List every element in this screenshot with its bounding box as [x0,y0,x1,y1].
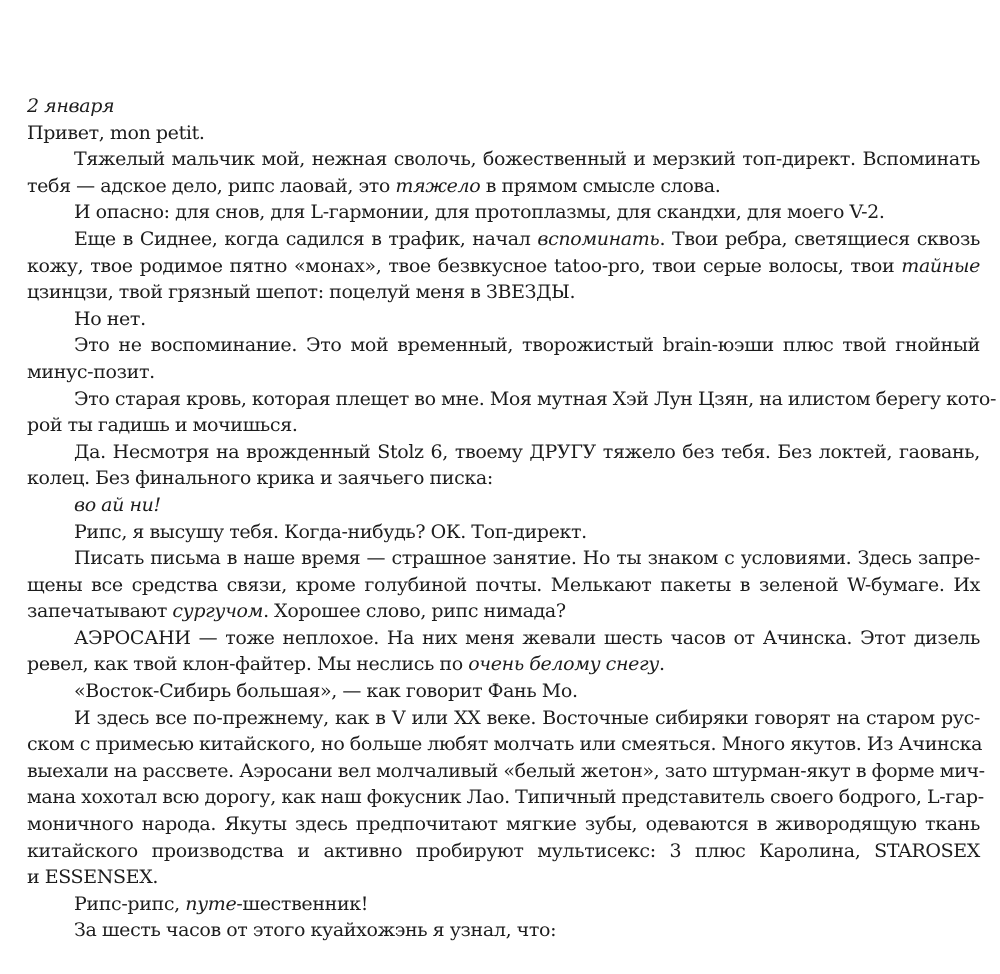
paragraph-line: АЭРОСАНИ — тоже неплохое. На них меня жевали шесть часов от Ачинска. Этот дизель [74,626,980,649]
paragraph-line: рой ты гадишь и мочишься. [27,414,298,437]
paragraph-line: Это старая кровь, которая плещет во мне. Моя мутная Хэй Лун Цзян, на илистом берегу кото- [74,387,997,410]
paragraph-line: Писать письма в наше время — страшное занятие. Но ты знаком с условиями. Здесь запре- [74,547,980,570]
letter-date: 2 января [27,95,115,117]
paragraph-line: китайского производства и активно пробируют мультисекс: 3 плюс Каролина, STAROSEX [27,839,980,862]
paragraph-line: ревел, как твой клон-файтер. Мы неслись по очень белому снегу. [27,653,665,676]
paragraph-line: Рипс-рипс, путе-шественник! [74,892,369,915]
paragraph-line: выехали на рассвете. Аэросани вел молчаливый «белый жетон», зато штурман-якут в форме мич- [27,759,985,782]
paragraph-line: кожу, твое родимое пятно «монах», твое безвкусное tatoo-pro, твои серые волосы, твои тайные [27,254,980,277]
letter-greeting: Привет, mon petit. [27,121,205,144]
paragraph-line: Да. Несмотря на врожденный Stolz 6, твоему ДРУГУ тяжело без тебя. Без локтей, гаовань, [74,440,980,463]
paragraph-line: Но нет. [74,307,146,330]
paragraph-line: За шесть часов от этого куайхожэнь я узнал, что: [74,919,557,942]
paragraph-line: цзинцзи, твой грязный шепот: поцелуй меня в ЗВЕЗДЫ. [27,281,576,304]
paragraph-line: во ай ни! [74,493,161,516]
paragraph-line: щены все средства связи, кроме голубиной почты. Мелькают пакеты в зеленой W-бумаге. Их [27,573,980,596]
paragraph-line: моничного народа. Якуты здесь предпочитают мягкие зубы, одеваются в живородящую ткань [27,813,980,836]
paragraph-line: мана хохотал всю дорогу, как наш фокусник Лао. Типичный представитель своего бодрого, L-гар- [27,786,984,809]
paragraph-line: тебя — адское дело, рипс лаовай, это тяжело в прямом смысле слова. [27,174,721,197]
paragraph-line: минус-позит. [27,360,155,383]
paragraph-line: запечатывают сургучом. Хорошее слово, рипс нимада? [27,600,566,623]
paragraph-line: И опасно: для снов, для L-гармонии, для протоплазмы, для скандхи, для моего V-2. [74,201,885,224]
paragraph-line: Рипс, я высушу тебя. Когда-нибудь? ОК. Топ-директ. [74,520,587,543]
paragraph-line: и ESSENSEX. [27,866,159,889]
paragraph-line: Это не воспоминание. Это мой временный, творожистый brain-юэши плюс твой гнойный [74,334,980,357]
letter-page [27,93,997,944]
paragraph-line: «Восток-Сибирь большая», — как говорит Фань Мо. [74,680,578,703]
paragraph-line: ском с примесью китайского, но больше любят молчать или смеяться. Много якутов. Из Ачинска [27,733,983,756]
paragraph-line: Тяжелый мальчик мой, нежная сволочь, божественный и мерзкий топ-директ. Вспоминать [74,148,980,171]
paragraph-line: колец. Без финального крика и заячьего писка: [27,467,493,490]
paragraph-line: Еще в Сиднее, когда садился в трафик, начал вспоминать. Твои ребра, светящиеся сквозь [74,227,980,250]
paragraph-line: И здесь все по-прежнему, как в V или XX веке. Восточные сибиряки говорят на старом рус- [74,706,980,729]
